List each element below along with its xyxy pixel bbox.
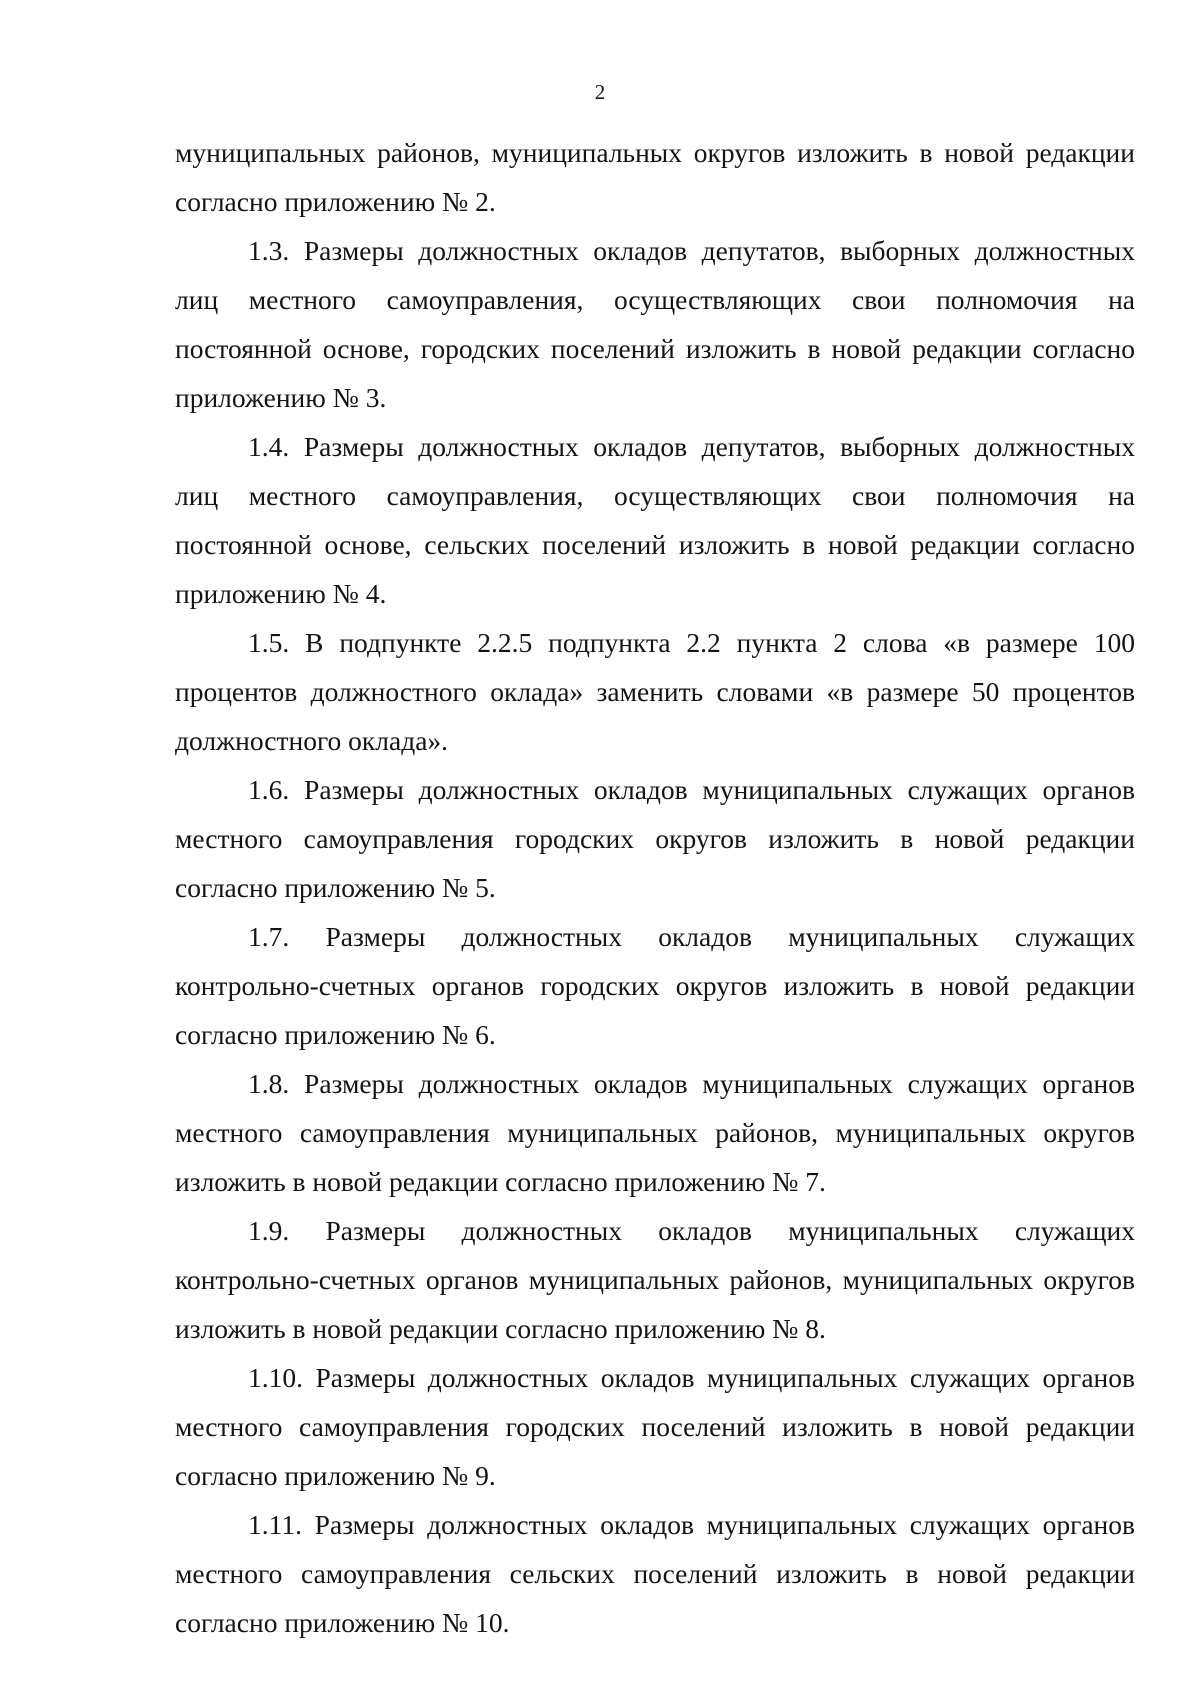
paragraph-1-8: 1.8. Размеры должностных окладов муниципальных служащих органов местного самоуправления муниципальных районов, муниципальных округов изложить в новой редакции согласно приложению № 7. (175, 1068, 1135, 1197)
paragraph-1-7: 1.7. Размеры должностных окладов муниципальных служащих контрольно-счетных органов городских округов изложить в новой редакции согласно приложению № 6. (175, 921, 1135, 1050)
page-number: 2 (594, 80, 606, 104)
paragraph-1-4: 1.4. Размеры должностных окладов депутатов, выборных должностных лиц местного самоуправления, осуществляющих свои полномочия на постоянной основе, сельских поселений изложить в новой редакции согласно приложению № 4. (175, 431, 1135, 609)
paragraph-1-10: 1.10. Размеры должностных окладов муниципальных служащих органов местного самоуправления городских поселений изложить в новой редакции согласно приложению № 9. (175, 1362, 1135, 1491)
paragraph-1-9: 1.9. Размеры должностных окладов муниципальных служащих контрольно-счетных органов муниципальных районов, муниципальных округов изложить в новой редакции согласно приложению № 8. (175, 1215, 1135, 1344)
paragraph-1-5: 1.5. В подпункте 2.2.5 подпункта 2.2 пункта 2 слова «в размере 100 процентов должностного оклада» заменить словами «в размере 50 процентов должностного оклада». (175, 627, 1135, 756)
paragraph-1-11: 1.11. Размеры должностных окладов муниципальных служащих органов местного самоуправления сельских поселений изложить в новой редакции согласно приложению № 10. (175, 1509, 1135, 1638)
paragraph-1-6: 1.6. Размеры должностных окладов муниципальных служащих органов местного самоуправления городских округов изложить в новой редакции согласно приложению № 5. (175, 774, 1135, 903)
paragraph-continuation: муниципальных районов, муниципальных округов изложить в новой редакции согласно приложению № 2. (175, 137, 1135, 217)
document-body (175, 128, 1135, 1647)
paragraph-1-3: 1.3. Размеры должностных окладов депутатов, выборных должностных лиц местного самоуправления, осуществляющих свои полномочия на постоянной основе, городских поселений изложить в новой редакции согласно приложению № 3. (175, 235, 1135, 413)
